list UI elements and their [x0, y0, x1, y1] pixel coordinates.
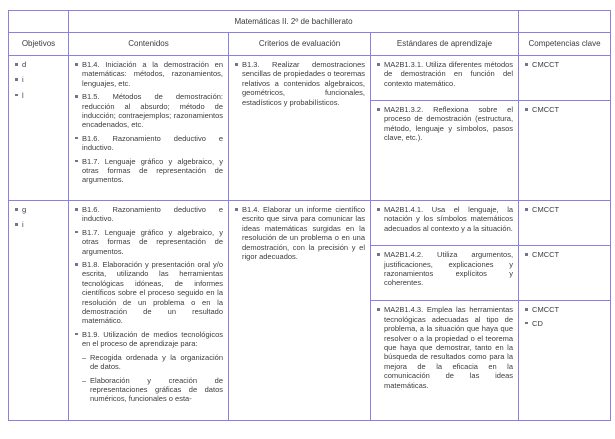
dash-icon: – — [82, 352, 87, 362]
bullet-icon — [525, 253, 528, 256]
bullet-icon — [377, 63, 380, 66]
estandar-item — [376, 105, 513, 143]
cell-competencias-2-3 — [519, 301, 611, 421]
bullet-icon — [75, 63, 78, 66]
column-header-objetivos: Objetivos — [9, 33, 69, 56]
contenido-text: B1.4. Iniciación a la demostración en matemáticas: métodos, razonamientos, lenguajes, etc. — [82, 60, 223, 88]
bullet-icon — [75, 263, 78, 266]
corner-cell-left — [9, 11, 69, 33]
table-row — [9, 56, 611, 101]
objetivo-item — [14, 91, 63, 100]
competencia-item — [524, 319, 605, 328]
competencia-item — [524, 105, 605, 114]
objetivo-item — [14, 205, 63, 214]
contenido-text: B1.7. Lenguaje gráfico y algebraico, y otras formas de representación de argumentos. — [82, 156, 223, 185]
cell-estandar-1-1 — [371, 56, 519, 101]
bullet-icon — [75, 160, 78, 163]
estandar-item — [376, 60, 513, 88]
contenido-subitem — [82, 353, 223, 372]
contenido-item — [74, 228, 223, 256]
cell-estandar-2-2 — [371, 246, 519, 301]
bullet-icon — [377, 253, 380, 256]
table-row — [9, 201, 611, 246]
bullet-icon — [75, 137, 78, 140]
column-header-criterios: Criterios de evaluación — [229, 33, 371, 56]
column-header-contenidos: Contenidos — [69, 33, 229, 56]
estandar-text: MA2B1.4.2. Utiliza argumentos, justificaciones, explicaciones y razonamientos explícitos y coherentes. — [384, 250, 514, 288]
criterio-item — [234, 60, 365, 107]
cell-estandar-2-1 — [371, 201, 519, 246]
objetivo-letter: d — [22, 60, 27, 69]
contenido-text: B1.5. Métodos de demostración: reducción al absurdo; método de inducción; contraejemplos; razonamientos encadenados, etc. — [82, 92, 223, 130]
criterio-text: B1.3. Realizar demostraciones sencillas de propiedades o teoremas relativos a contenidos algebraicos, geométricos, funcionales, estadísticos y probabilísticos. — [242, 60, 365, 107]
bullet-icon — [75, 95, 78, 98]
competencia-code: CMCCT — [532, 105, 560, 114]
contenido-item — [74, 260, 223, 326]
contenido-item — [74, 60, 223, 88]
bullet-icon — [75, 333, 78, 336]
competencia-item — [524, 250, 605, 259]
criterio-item — [234, 205, 365, 261]
objetivo-letter: i — [22, 75, 24, 85]
cell-competencias-1-2 — [519, 101, 611, 201]
contenido-item — [74, 134, 223, 153]
competencia-code: CMCCT — [532, 305, 560, 315]
cell-objetivos-1 — [9, 56, 69, 201]
bullet-icon — [235, 208, 238, 211]
cell-competencias-1-1 — [519, 56, 611, 101]
competencia-item — [524, 305, 605, 314]
objetivo-letter: i — [22, 220, 24, 230]
cell-competencias-2-1 — [519, 201, 611, 246]
contenido-sub-text: Recogida ordenada y la organización de datos. — [90, 352, 223, 372]
cell-contenidos-1 — [69, 56, 229, 201]
contenido-sub-text: Elaboración y creación de representaciones gráficas de datos numéricos, funcionales o esta- — [90, 375, 223, 404]
bullet-icon — [525, 308, 528, 311]
contenido-text: B1.6. Razonamiento deductivo e inductivo. — [82, 133, 223, 153]
estandar-text: MA2B1.3.1. Utiliza diferentes métodos de demostración en función del contexto matemático. — [384, 60, 514, 88]
header-row — [9, 33, 611, 56]
bullet-icon — [15, 94, 18, 97]
objetivo-letter: l — [22, 90, 24, 100]
contenido-text: B1.7. Lenguaje gráfico y algebraico, y otras formas de representación de argumentos. — [82, 227, 223, 256]
contenido-item — [74, 330, 223, 349]
competencia-code: CMCCT — [532, 205, 560, 214]
contenido-subitem — [82, 376, 223, 404]
bullet-icon — [525, 108, 528, 111]
cell-objetivos-2 — [9, 201, 69, 421]
estandar-text: MA2B1.4.3. Emplea las herramientas tecnológicas adecuadas al tipo de problema, a la situación que haya que resolver o a la propiedad o el teorema que haya que demostrar, tanto en la búsqueda de resultados como para la mejora de la eficacia en la comunicación de las ideas matemáticas. — [384, 305, 514, 390]
contenido-item — [74, 157, 223, 185]
objetivo-item — [14, 75, 63, 84]
estandar-text: MA2B1.4.1. Usa el lenguaje, la notación y los símbolos matemáticos adecuados al contexto y a la situación. — [384, 205, 514, 233]
cell-criterio-2 — [229, 201, 371, 421]
table-title: Matemáticas II. 2º de bachillerato — [69, 11, 519, 33]
bullet-icon — [15, 208, 18, 211]
contenido-text: B1.9. Utilización de medios tecnológicos en el proceso de aprendizaje para: — [82, 329, 223, 349]
column-header-estandares: Estándares de aprendizaje — [371, 33, 519, 56]
bullet-icon — [15, 78, 18, 81]
corner-cell-right — [519, 11, 611, 33]
estandar-item — [376, 205, 513, 233]
contenido-text: B1.6. Razonamiento deductivo e inductivo. — [82, 205, 223, 224]
column-header-competencias: Competencias clave — [519, 33, 611, 56]
contenido-text: B1.8. Elaboración y presentación oral y/o escrita, utilizando las herramientas tecnológicas idóneas, de informes científicos sobre el proceso seguido en la resolución de un problema o en la demostración de un resultado matemático. — [82, 260, 223, 326]
bullet-icon — [525, 322, 528, 325]
bullet-icon — [377, 208, 380, 211]
criterio-text: B1.4. Elaborar un informe científico escrito que sirva para comunicar las ideas matemáticas surgidas en la resolución de un problema o en una demostración, con la precisión y el rigor adecuados. — [242, 205, 365, 262]
competencia-code: CMCCT — [532, 250, 560, 260]
objetivo-letter: g — [22, 205, 27, 214]
objetivo-item — [14, 60, 63, 69]
cell-competencias-2-2 — [519, 246, 611, 301]
cell-contenidos-2 — [69, 201, 229, 421]
bullet-icon — [377, 308, 380, 311]
contenido-item — [74, 205, 223, 224]
competencia-code: CD — [532, 318, 543, 328]
competencia-item — [524, 205, 605, 214]
objetivo-item — [14, 220, 63, 229]
bullet-icon — [75, 208, 78, 211]
bullet-icon — [75, 231, 78, 234]
curriculum-table — [8, 10, 611, 421]
contenido-item — [74, 92, 223, 130]
bullet-icon — [525, 63, 528, 66]
bullet-icon — [15, 223, 18, 226]
cell-criterio-1 — [229, 56, 371, 201]
estandar-item — [376, 305, 513, 390]
bullet-icon — [235, 63, 238, 66]
estandar-item — [376, 250, 513, 288]
estandar-text: MA2B1.3.2. Reflexiona sobre el proceso de demostración (estructura, método, lenguaje y símbolos, pasos clave, etc.). — [384, 105, 514, 143]
cell-estandar-2-3 — [371, 301, 519, 421]
bullet-icon — [525, 208, 528, 211]
cell-estandar-1-2 — [371, 101, 519, 201]
title-row — [9, 11, 611, 33]
competencia-code: CMCCT — [532, 60, 560, 69]
bullet-icon — [377, 108, 380, 111]
competencia-item — [524, 60, 605, 69]
bullet-icon — [15, 63, 18, 66]
dash-icon: – — [82, 375, 87, 385]
